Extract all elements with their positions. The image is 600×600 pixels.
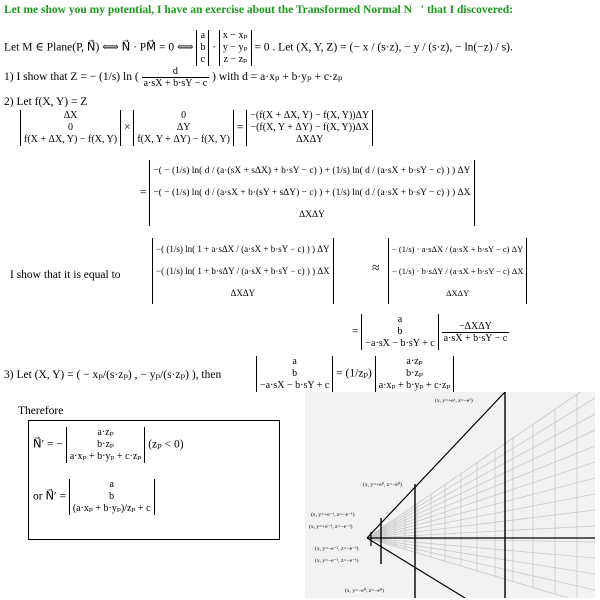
xyz-z: − ln(−z) / s <box>455 41 507 54</box>
step3-vector2 <box>375 356 455 392</box>
s3-b: b <box>292 368 298 379</box>
diff-z: z − zₚ <box>223 54 247 65</box>
m3-r1: −(f(X + ΔX, Y) − f(X, Y))ΔY <box>250 110 370 121</box>
s3v2-b: b·zₚ <box>406 368 423 379</box>
matrix-1 <box>20 110 121 146</box>
m2-r1: 0 <box>181 110 187 121</box>
approx-sign: ≈ <box>372 261 380 276</box>
s3v2-c: a·xₚ + b·yₚ + c·zₚ <box>378 380 451 391</box>
graph-label: (x, y=+e⁰, z=−e⁰) <box>363 482 402 488</box>
final-vector <box>361 314 438 350</box>
graph-label: (x, y=−e⁰, z=−e⁰) <box>345 588 384 594</box>
n2-vector <box>69 479 155 515</box>
final-a: a <box>397 314 403 325</box>
xyz-x: − x / (s·z) <box>353 41 399 54</box>
m1-r2: 0 <box>68 122 74 133</box>
n1-line <box>33 427 184 463</box>
perspective-graph <box>305 392 595 598</box>
step1-line: 1) I show that Z = − (1/s) ln ( $\frac{d}{a\cdot sX + b\cdot sY - c}$ ) with d = a·xₚ + b·yₚ + c·zₚ <box>4 66 343 89</box>
final-den: a·sX + b·sY − c <box>443 332 508 344</box>
n2-line <box>33 479 155 515</box>
n2-lhs: or N⃗′ = <box>33 490 66 503</box>
s3-a: a <box>292 356 297 367</box>
matrix-3 <box>246 110 373 146</box>
step3-vector <box>256 356 333 392</box>
xyz-y: − y / (s·z) <box>404 41 450 54</box>
final-num: −ΔXΔY <box>442 321 510 333</box>
m1-r3: f(X + ΔX, Y) − f(X, Y) <box>24 134 118 145</box>
step1-fraction <box>142 66 210 89</box>
s3v2-a: a·zₚ <box>406 356 423 367</box>
step1-den: a·sX + b·sY − c <box>143 78 208 89</box>
n2-r1: a <box>109 479 114 490</box>
row-c2: − (1/s) · b·sΔY / (a·sX + b·sY − c) ΔX <box>392 266 524 276</box>
row-b3: ΔXΔY <box>230 288 256 298</box>
step3-eq: = (1/zₚ) <box>336 367 372 380</box>
diff-y: y − yₚ <box>222 42 248 53</box>
graph-label: (x, y=+e⁻¹, z=−e⁻¹) <box>311 512 355 518</box>
step3-result <box>256 356 454 392</box>
step1-label: 1) I show that Z = − (1/s) ln <box>4 71 132 84</box>
matrix-2 <box>133 110 234 146</box>
expanded-c-matrix <box>388 238 527 304</box>
expanded-a-line: = −( − (1/s) ln( d / (a·(sX + sΔX) + b·sY − c) ) + (1/s) ln( d / (a·sX + b·sY − c) ) ) ΔY −( − (1/s) ln( d / (a·sX + b·(sY + sΔY) − c) ) + (1/s) ln( d / (a·sX + b·sY − c) ) ) ΔX ΔXΔY <box>140 160 475 226</box>
final-b: b <box>397 326 403 337</box>
expanded-c-line <box>388 238 527 304</box>
row-a1: −( − (1/s) ln( d / (a·(sX + sΔX) + b·sY − c) ) + (1/s) ln( d / (a·sX + b·sY − c) ) ) ΔY <box>153 166 471 176</box>
equal-label: I show that it is equal to <box>10 269 121 281</box>
graph-label: (x, y=+e¹, z=−e¹) <box>435 398 473 404</box>
row-a3: ΔXΔY <box>298 210 325 220</box>
vector-abc <box>196 30 209 66</box>
intro-eq0: = 0 . Let (X, Y, Z) = <box>254 41 347 54</box>
graph-label: (x, y=+e⁻², z=−e⁻²) <box>309 524 353 530</box>
step1-num: d <box>142 66 210 78</box>
row-a2: −( − (1/s) ln( d / (a·sX + b·(sY + sΔY) − c) ) + (1/s) ln( d / (a·sX + b·sY − c) ) ) ΔX <box>153 188 471 198</box>
diff-x: x − xₚ <box>222 30 248 41</box>
vec-b: b <box>200 42 206 53</box>
n1-r1: a·zₚ <box>97 427 114 438</box>
m3-r3: ΔXΔY <box>296 134 324 145</box>
n1-r3: a·xₚ + b·yₚ + c·zₚ <box>69 451 142 462</box>
m2-r3: f(X, Y + ΔY) − f(X, Y) <box>137 134 230 145</box>
final-c: −a·sX − b·sY + c <box>365 338 435 349</box>
n1-cond: (zₚ < 0) <box>148 438 184 451</box>
step3-line <box>4 368 221 382</box>
step2-label: 2) Let f(X, Y) = Z <box>4 96 88 108</box>
n2-r3: (a·xₚ + b·yₚ)/zₚ + c <box>72 503 151 514</box>
m1-r1: ΔX <box>63 110 78 121</box>
graph-label: (x, y=−e⁻¹, z=−e⁻¹) <box>315 558 359 564</box>
row-c1: − (1/s) · a·sΔX / (a·sX + b·sY − c) ΔY <box>392 244 524 254</box>
n1-vector <box>66 427 146 463</box>
n2-r2: b <box>109 491 115 502</box>
intro-line: Let M ∈ Plane(P, N⃗) ⟺ N⃗ · PM⃗ = 0 ⟺ a b c · x − xₚ y − yₚ z − zₚ = 0 . Let (X, Y, Z) = (− x / (s·z), − y / (s·z), − ln(−z) / s). <box>4 30 513 65</box>
n1-r2: b·zₚ <box>97 439 114 450</box>
expanded-b-matrix <box>152 238 334 304</box>
step3-label: 3) Let (X, Y) = ( − xₚ/(s·zₚ) , − yₚ/(s·zₚ) ), then <box>4 369 222 381</box>
step1-with: with d = a·xₚ + b·yₚ + c·zₚ <box>218 71 343 84</box>
graph-label: (x, y=−e⁻², z=−e⁻²) <box>315 546 359 552</box>
vector-diff <box>219 30 252 66</box>
row-b2: −( (1/s) ln( 1 + b·sΔY / (a·sX + b·sY − c) ) ) ΔX <box>156 266 330 276</box>
page-title: Let me show you my potential, I have an exercise about the Transformed Normal N⃗′ that I discovered: <box>4 4 513 16</box>
row-c3: ΔXΔY <box>446 288 470 298</box>
m3-r2: −(f(X, Y + ΔY) − f(X, Y))ΔX <box>250 122 370 133</box>
therefore-label: Therefore <box>18 405 64 417</box>
cross-product-line: ΔX 0 f(X + ΔX, Y) − f(X, Y) × 0 ΔY f(X, Y + ΔY) − f(X, Y) = −(f(X + ΔX, Y) − f(X, Y))ΔY −(f(X, Y + ΔY) − f(X, Y))ΔX ΔXΔY <box>20 110 373 146</box>
expanded-a-matrix <box>149 160 474 226</box>
expanded-b-line <box>152 238 334 304</box>
final-fraction <box>442 321 510 344</box>
vec-c: c <box>200 54 206 65</box>
n1-lhs: N⃗′ = − <box>33 438 63 451</box>
intro-left: Let M ∈ Plane(P, N⃗) ⟺ N⃗ · PM⃗ = 0 ⟺ <box>4 41 194 54</box>
m2-r2: ΔY <box>176 122 191 133</box>
vec-a: a <box>200 30 206 41</box>
row-b1: −( (1/s) ln( 1 + a·sΔX / (a·sX + b·sY − c) ) ) ΔY <box>156 244 330 254</box>
s3-c: −a·sX − b·sY + c <box>260 380 330 391</box>
result-box <box>28 420 280 540</box>
final-line: = a b −a·sX − b·sY + c $\frac{\text{−ΔXΔY}}{a\cdot sX + b\cdot sY - c}$ <box>352 314 508 349</box>
